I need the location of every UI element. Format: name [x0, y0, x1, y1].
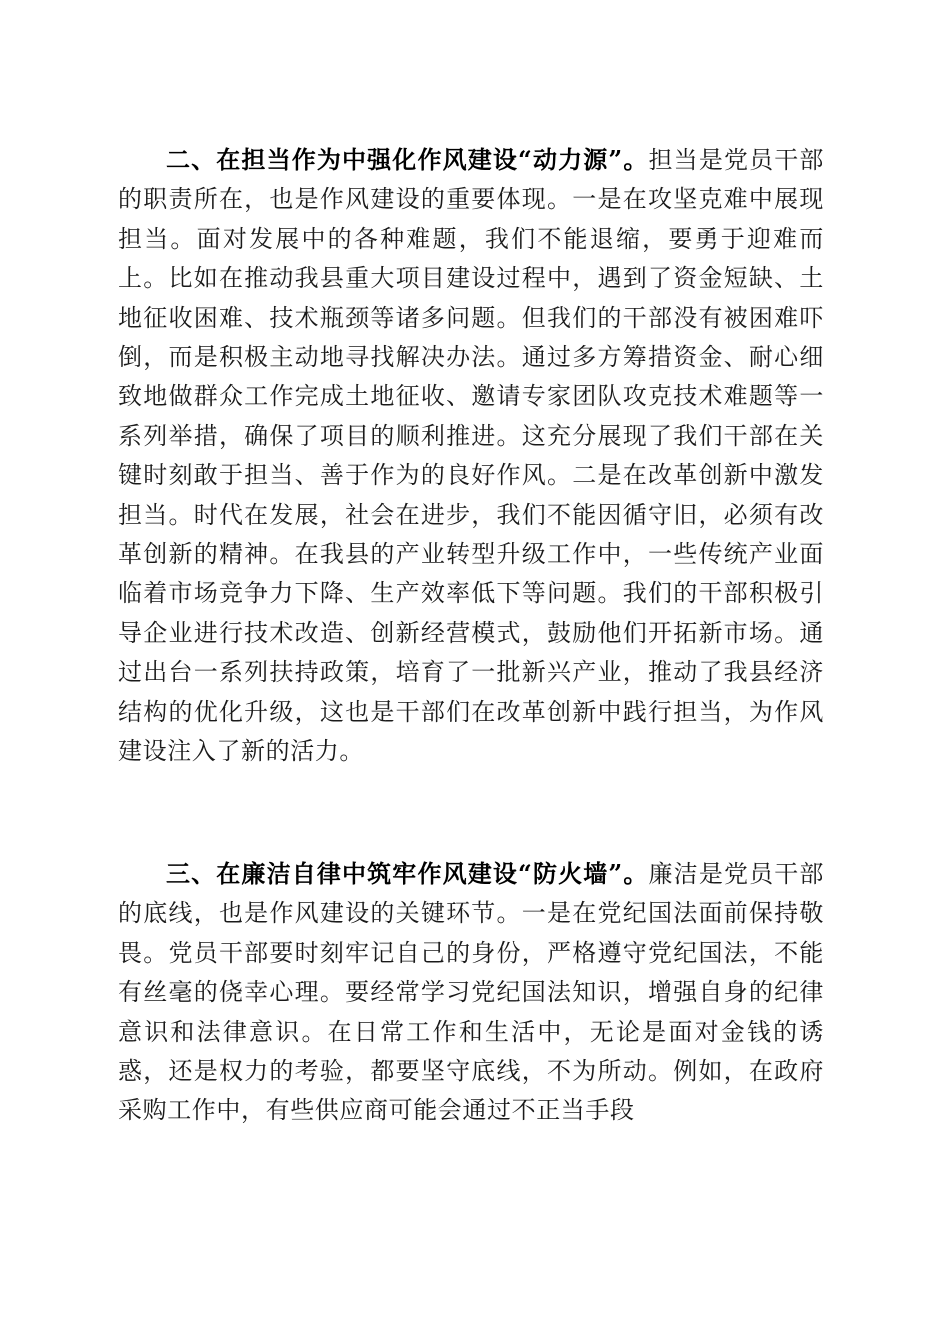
- paragraph-section-three: [118, 854, 824, 1131]
- paragraph-3-section: [118, 854, 824, 1131]
- section-body-two: 担当是党员干部的职责所在，也是作风建设的重要体现。一是在攻坚克难中展现担当。面对发展中的各种难题，我们不能退缩，要勇于迎难而上。比如在推动我县重大项目建设过程中，遇到了资金短缺、土地征收困难、技术瓶颈等诸多问题。但我们的干部没有被困难吓倒，而是积极主动地寻找解决办法。通过多方筹措资金、耐心细致地做群众工作完成土地征收、邀请专家团队攻克技术难题等一系列举措，确保了项目的顺利推进。这充分展现了我们干部在关键时刻敢于担当、善于作为的良好作风。二是在改革创新中激发担当。时代在发展，社会在进步，我们不能因循守旧，必须有改革创新的精神。在我县的产业转型升级工作中，一些传统产业面临着市场竞争力下降、生产效率低下等问题。我们的干部积极引导企业进行技术改造、创新经营模式，鼓励他们开拓新市场。通过出台一系列扶持政策，培育了一批新兴产业，推动了我县经济结构的优化升级，这也是干部们在改革创新中践行担当，为作风建设注入了新的活力。: [118, 146, 825, 766]
- section-heading-two: 二、在担当作为中强化作风建设“动力源”。: [166, 145, 649, 174]
- paragraph-2-section: [118, 140, 824, 772]
- section-body-three: 廉洁是党员干部的底线，也是作风建设的关键环节。一是在党纪国法面前保持敬畏。党员干部要时刻牢记自己的身份，严格遵守党纪国法，不能有丝毫的侥幸心理。要经常学习党纪国法知识，增强自身的纪律意识和法律意识。在日常工作和生活中，无论是面对金钱的诱惑，还是权力的考验，都要坚守底线，不为所动。例如，在政府采购工作中，有些供应商可能会通过不正当手段: [118, 860, 825, 1125]
- paragraph-section-two: [118, 140, 824, 772]
- section-heading-three: 三、在廉洁自律中筑牢作风建设“防火墙”。: [166, 859, 649, 888]
